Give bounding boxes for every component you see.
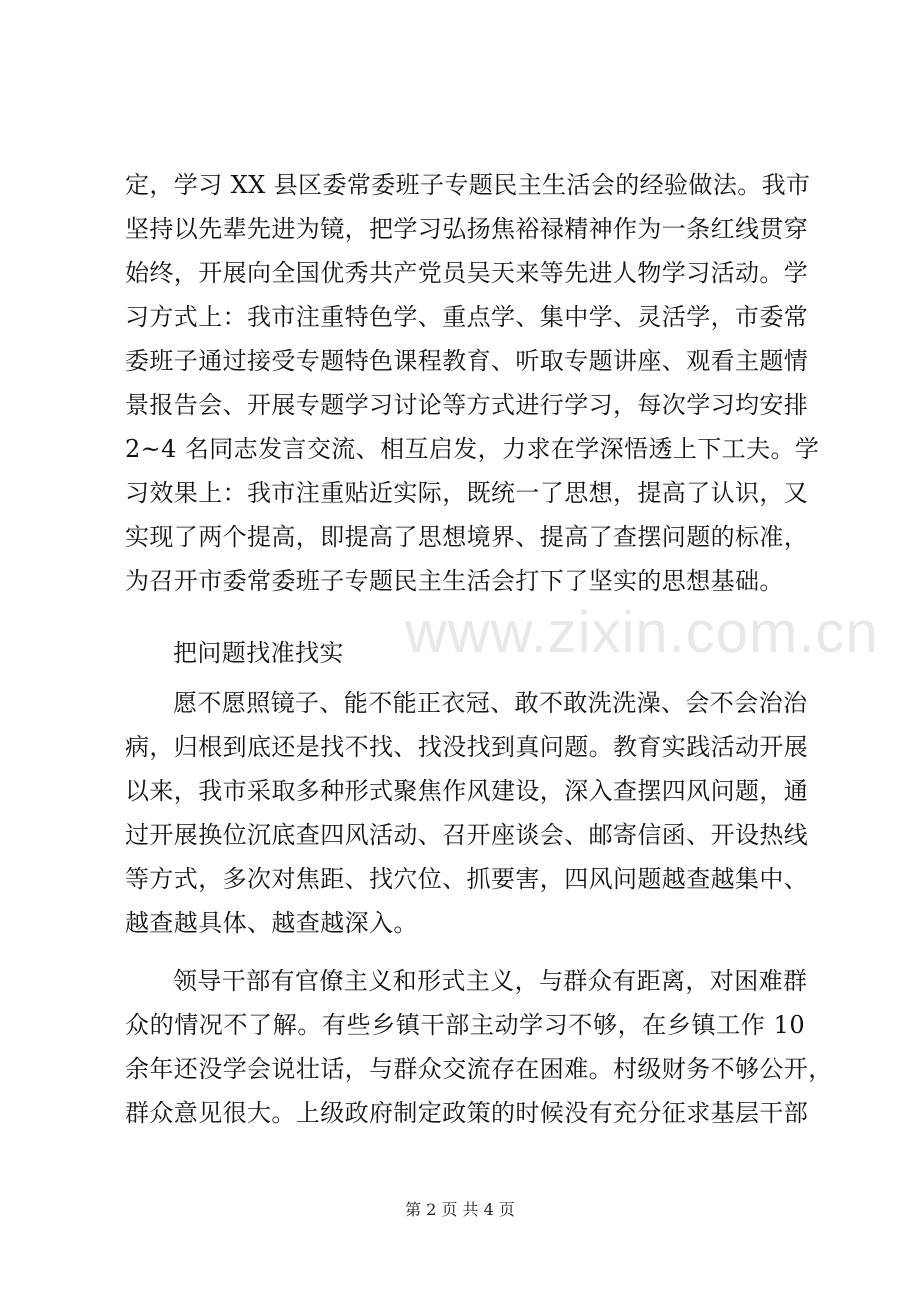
paragraph-line: 众的情况不了解。有些乡镇干部主动学习不够，在乡镇工作 10 [125, 1011, 805, 1039]
paragraph-line: 为召开市委常委班子专题民主生活会打下了坚实的思想基础。 [125, 567, 784, 595]
paragraph-line: 委班子通过接受专题特色课程教育、听取专题讲座、观看主题情 [125, 347, 809, 375]
paragraph-line: 习效果上：我市注重贴近实际，既统一了思想，提高了认识，又 [125, 479, 809, 507]
paragraph-line: 坚持以先辈先进为镜，把学习弘扬焦裕禄精神作为一条红线贯穿 [125, 215, 809, 243]
paragraph-line: 以来，我市采取多种形式聚焦作风建设，深入查摆四风问题，通 [125, 777, 809, 805]
paragraph-line: 过开展换位沉底查四风活动、召开座谈会、邮寄信函、开设热线 [125, 821, 809, 849]
paragraph-line: 等方式，多次对焦距、找穴位、抓要害，四风问题越查越集中、 [125, 865, 809, 893]
paragraph-line: 病，归根到底还是找不找、找没找到真问题。教育实践活动开展 [125, 733, 809, 761]
paragraph-line: 领导干部有官僚主义和形式主义，与群众有距离，对困难群 [173, 967, 808, 995]
paragraph-line: 始终，开展向全国优秀共产党员吴天来等先进人物学习活动。学 [125, 259, 809, 287]
paragraph-line: 越查越具体、越查越深入。 [125, 909, 418, 937]
watermark: www.zixin.com.cn [405, 600, 879, 665]
page-number-footer: 第 2 页 共 4 页 [405, 1200, 515, 1219]
paragraph-line: 余年还没学会说壮话，与群众交流存在困难。村级财务不够公开， [125, 1055, 833, 1083]
paragraph-line: 实现了两个提高，即提高了思想境界、提高了查摆问题的标准， [125, 523, 809, 551]
paragraph-line: 景报告会、开展专题学习讨论等方式进行学习，每次学习均安排 [125, 391, 809, 419]
section-heading: 把问题找准找实 [173, 639, 344, 667]
paragraph-line: 习方式上：我市注重特色学、重点学、集中学、灵活学，市委常 [125, 303, 809, 331]
paragraph-line: 定，学习 XX 县区委常委班子专题民主生活会的经验做法。我市 [125, 171, 811, 199]
paragraph-line: 2~4 名同志发言交流、相互启发，力求在学深悟透上下工夫。学 [125, 435, 820, 463]
paragraph-line: 愿不愿照镜子、能不能正衣冠、敢不敢洗洗澡、会不会治治 [173, 689, 808, 717]
paragraph-line: 群众意见很大。上级政府制定政策的时候没有充分征求基层干部 [125, 1099, 809, 1127]
